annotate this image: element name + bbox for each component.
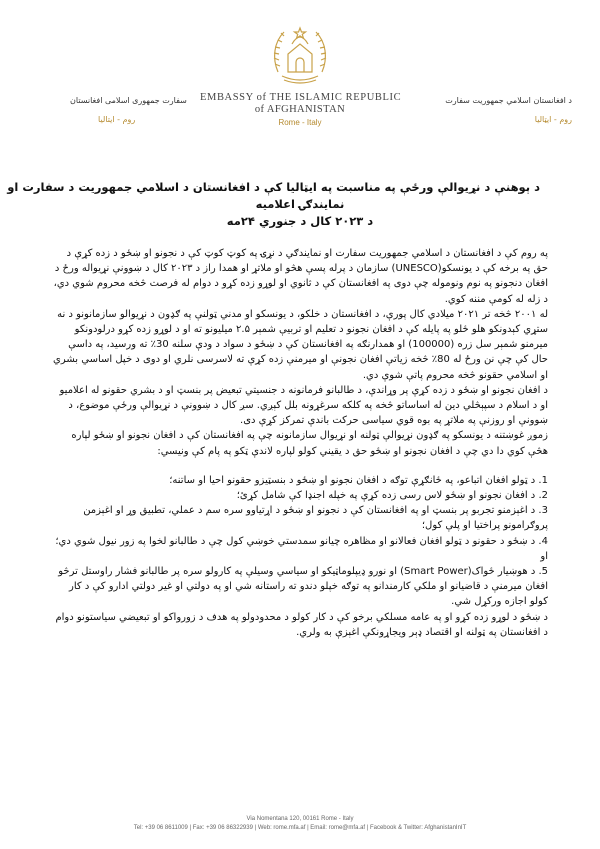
list-item-3: 3. د اغېزمنو تجربو پر بنسټ او په افغانستان کې د نجونو او ښځو د اړتیاوو سره سم د عملي، تطبیق وړ او اغېزمن پروګرامونو پراختیا او پلې کول؛ <box>83 505 548 532</box>
location-dari: روم - ایتالیا <box>98 115 136 124</box>
embassy-name-english: EMBASSY of THE ISLAMIC REPUBLIC <box>200 92 402 103</box>
header-right-block <box>402 96 572 124</box>
paragraph-2: له ۲۰۰۱ څخه تر ۲۰۲۱ میلادي کال پورې، د افغانستان د خلکو، د یونسکو او مدني ټولنې په ګډون د نړیوالو سازمانونو د نه ستړي کېدونکو هلو ځلو په پایله کې د افغان نجونو د تعلیم او تربیې شمېر ۲.۵ میلیونو ته او د لوړو زده کړو درلودونکو میرمنو شمېر سل زره (100000) او همدارنګه په افغانستان کې د ښځو د سواد د ودې سلنه 30٪ ته ورسید، په داسې حال کې چې نن ورځ له 80٪ څخه زیاتې افغان نجونې او میرمنې زده کړې ته لاسرسی نلري او دوی د خپل اساسي بشري او اسلامي حقونو څخه محروم پاتې شوې دي. <box>53 308 548 381</box>
paragraph-5: د ښځو د لوړو زده کړو او په عامه مسلکي برخو کې د کار کولو د محدودولو په هدف د زورواکو او تبعیضي سیاستونو دوام د افغانستان په ټولنه او اقتصاد ډېر ویجاړونکې اغېزې به ولري. <box>55 611 548 638</box>
footer <box>40 815 560 833</box>
afghanistan-emblem-icon <box>270 22 330 86</box>
embassy-name-pashto: د افغانستان اسلامي جمهوریت سفارت <box>445 96 572 105</box>
location-pashto: روم - ایټالیا <box>534 115 572 124</box>
embassy-name-dari: سفارت جمهوری اسلامی افغانستان <box>70 96 187 105</box>
title-date: د ۲۰۲۳ کال د جنوري ۲۴مه <box>226 214 374 228</box>
list-item-2: 2. د افغان نجونو او ښځو لاس رسی زده کړې په خپله اجنډا کې شامل کړئ؛ <box>236 490 548 502</box>
embassy-country-english: of AFGHANISTAN <box>254 104 346 115</box>
title-line-1: د ېوهنې د نړیوالې ورځې په مناسبت په ایټالیا کې د افغانستان د اسلامي جمهوریت د سفارت او <box>7 180 540 194</box>
paragraph-1: په روم کې د افغانستان د اسلامي جمهوریت سفارت او نمایندګي د نړۍ په کوټ کوټ کې د نجونو او ښځو د زده کړې د حق په برخه کې د یونسکو(UNESCO) سازمان د پرله پسې هڅو او ملاتړ او همدا راز د ۲۰۲۳ کال د ښوونې نړیواله ورځ د افغان دنجونو په نوم ونوموله چې دوی په افغانستان کې د ثانوي او لوړو زده کړو د دوام له فرصت څخه محروم شوي دي، د زله له کومې مننه کوي. <box>53 248 548 305</box>
document-title <box>7 179 540 230</box>
list-item-4: 4. د ښځو د حقونو د ټولو افغان فعالانو او مظاهره چیانو سمدستي خوښي کول چې د طالبانو لخوا په زور نیول شوي دي؛ او <box>55 535 548 562</box>
location-english: Rome - Italy <box>278 118 322 127</box>
list-item-1: 1. د ټولو افغان اتباعو، په ځانګړې توګه د افغان نجونو او ښځو د بنسټیزو حقونو احیا او ساتنه؛ <box>169 474 548 486</box>
list-item-5: 5. د هوښیار ځواک(Smart Power) او نورو ډیپلوماټیکو او سیاسي وسیلې په کارولو سره پر طالبانو فشار راوستل ترڅو افغان میرمنې د قاضیانو او ملکي کارمندانو په توګه خپلو دندو ته راستانه شي او په دولتي او غیر دولتي ادارو کې د کار کولو اجازه ورکړل شي. <box>58 566 548 608</box>
paragraph-3: د افغان نجونو او ښځو د زده کړې پر وړاندې، د طالبانو فرمانونه د جنسیتي تبعیض پر بنسټ او د بشري حقونو له اعلامیو او د اسلام د سپېڅلي دین له اساساتو څخه په کلکه سرغړونه بلل کېږي. سږ کال د ښوونې د نړیوالې ورځې موضوع، د ښوونې او روزنې په ملاتړ په بوه قوي سیاسی حرکت باندې تمرکز کړې دی. <box>59 384 548 427</box>
document-body <box>52 246 548 640</box>
title-line-2: نمایندګۍ اعلامیه <box>255 197 345 211</box>
paragraph-4: زموږ غوښتنه د یونسکو په ګډون نړیوالې ټولنه او نړیوال سازمانونه چې په افغانستان کې د افغان نجونو او ښځو لپاره هڅې کوي دا دي چې د افغان نجونو او ښځو حق د یقیني کولو لپاره لاندې ټکو په پام کې ونیسي: <box>71 430 548 457</box>
header-center-block <box>200 92 400 127</box>
footer-contacts: Tel: +39 06 8611009 | Fax: +39 06 86322939 | Web: rome.mfa.af | Email: rome@mfa.af | Facebook & Twitter: AfghanistanInIT <box>133 825 467 831</box>
footer-address: Via Nomentana 120, 00161 Rome - Italy <box>246 816 354 822</box>
header-left-block <box>70 96 220 124</box>
